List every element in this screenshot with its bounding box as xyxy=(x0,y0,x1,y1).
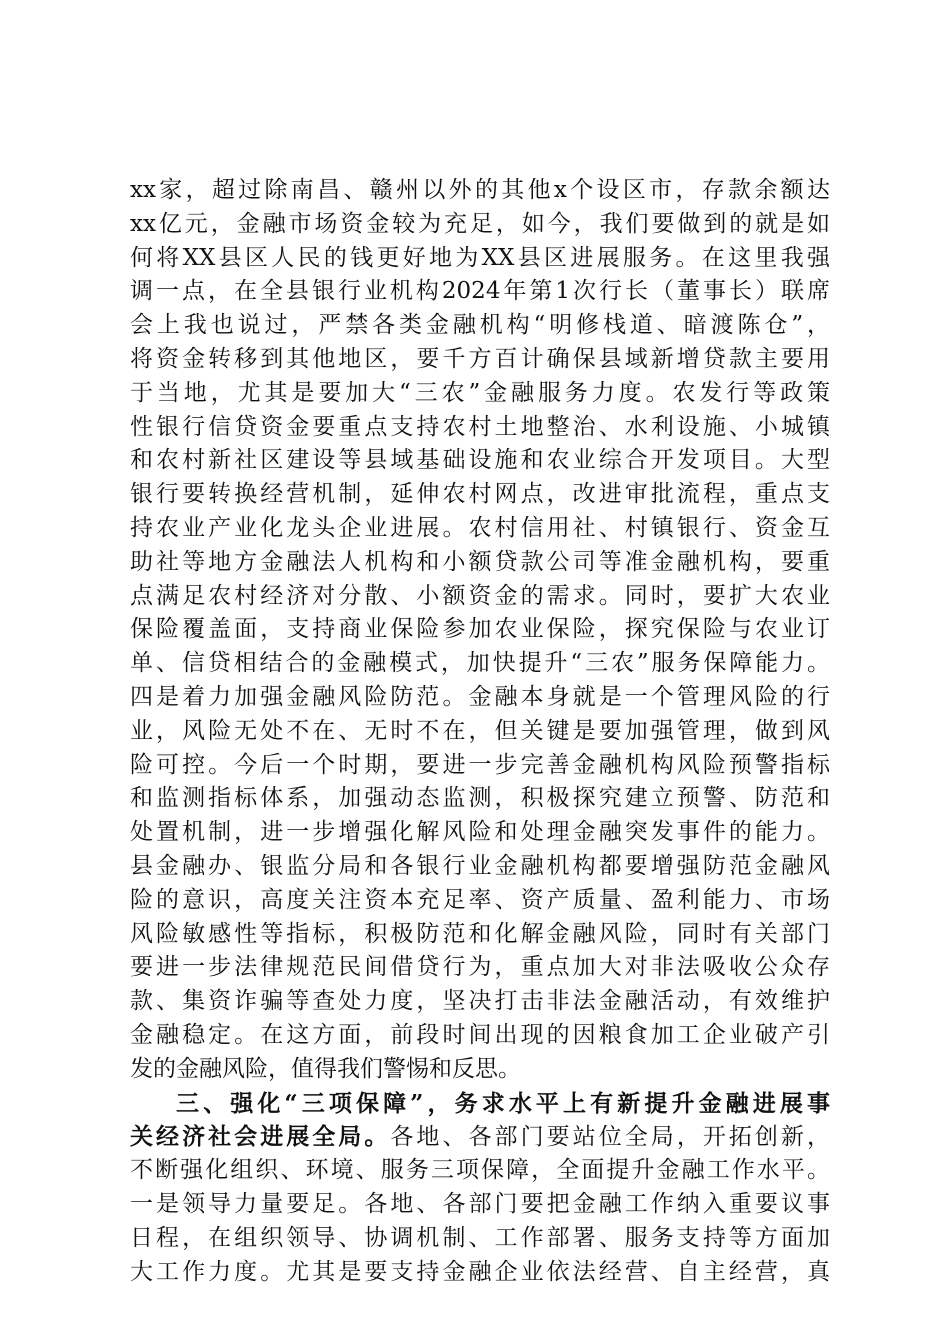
text-line: 将资金转移到其他地区，要千方百计确保县域新增贷款主要用 xyxy=(130,345,830,372)
text-line: 险可控。今后一个时期，要进一步完善金融机构风险预警指标 xyxy=(130,751,830,778)
text-line: 处置机制，进一步增强化解风险和处理金融突发事件的能力。 xyxy=(130,819,830,846)
text-line: 业，风险无处不在、无时不在，但关键是要加强管理，做到风 xyxy=(130,717,830,744)
text-line: 和农村新社区建设等县域基础设施和农业综合开发项目。大型 xyxy=(130,447,830,474)
text-line: 银行要转换经营机制，延伸农村网点，改进审批流程，重点支 xyxy=(130,481,830,508)
text-line: 持农业产业化龙头企业进展。农村信用社、村镇银行、资金互 xyxy=(130,514,830,541)
text-line: 款、集资诈骗等查处力度，坚决打击非法金融活动，有效维护 xyxy=(130,988,830,1015)
text-line: 助社等地方金融法人机构和小额贷款公司等准金融机构，要重 xyxy=(130,548,830,575)
text-line: 性银行信贷资金要重点支持农村土地整治、水利设施、小城镇 xyxy=(130,413,830,440)
document-body xyxy=(130,174,830,1289)
text-line: 一是领导力量要足。各地、各部门要把金融工作纳入重要议事 xyxy=(130,1190,830,1217)
text-line: 会上我也说过，严禁各类金融机构“明修栈道、暗渡陈仓”， xyxy=(130,312,830,339)
text-line: 大工作力度。尤其是要支持金融企业依法经营、自主经营，真 xyxy=(130,1258,830,1285)
text-line: 县金融办、银监分局和各银行业金融机构都要增强防范金融风 xyxy=(130,852,830,879)
text-line: 金融稳定。在这方面，前段时间出现的因粮食加工企业破产引 xyxy=(130,1021,830,1048)
text-line: 日程，在组织领导、协调机制、工作部署、服务支持等方面加 xyxy=(130,1224,830,1251)
text-line: xx家，超过除南昌、赣州以外的其他x个设区市，存款余额达 xyxy=(130,177,830,203)
text-line: 调一点，在全县银行业机构2024年第1次行长（董事长）联席 xyxy=(130,278,830,305)
section-heading-continued xyxy=(130,1120,830,1154)
text-line: 要进一步法律规范民间借贷行为，重点加大对非法吸收公众存 xyxy=(130,954,830,981)
text-line: 单、信贷相结合的金融模式，加快提升“三农”服务保障能力。 xyxy=(130,650,830,677)
text-line: 四是着力加强金融风险防范。金融本身就是一个管理风险的行 xyxy=(130,683,830,710)
text-line: 不断强化组织、环境、服务三项保障，全面提升金融工作水平。 xyxy=(130,1157,830,1184)
text-line: 于当地，尤其是要加大“三农”金融服务力度。农发行等政策 xyxy=(130,379,830,406)
text-line: 点满足农村经济对分散、小额资金的需求。同时，要扩大农业 xyxy=(130,582,830,609)
text-line: 保险覆盖面，支持商业保险参加农业保险，探究保险与农业订 xyxy=(130,616,830,643)
section-heading-tail: 关经济社会进展全局。 xyxy=(130,1123,391,1151)
text-line: 和监测指标体系，加强动态监测，积极探究建立预警、防范和 xyxy=(130,785,830,812)
text-line: xx亿元，金融市场资金较为充足，如今，我们要做到的就是如 xyxy=(130,210,830,237)
text-fragment: 各地、各部门要站位全局，开拓创新， xyxy=(390,1124,831,1151)
text-line: 险的意识，高度关注资本充足率、资产质量、盈利能力、市场 xyxy=(130,886,830,913)
section-heading: 三、强化“三项保障”，务求水平上有新提升金融进展事 xyxy=(176,1089,830,1117)
text-line: 发的金融风险，值得我们警惕和反思。 xyxy=(130,1055,521,1082)
text-line: 风险敏感性等指标，积极防范和化解金融风险，同时有关部门 xyxy=(130,920,830,947)
text-line: 何将XX县区人民的钱更好地为XX县区进展服务。在这里我强 xyxy=(130,244,830,271)
